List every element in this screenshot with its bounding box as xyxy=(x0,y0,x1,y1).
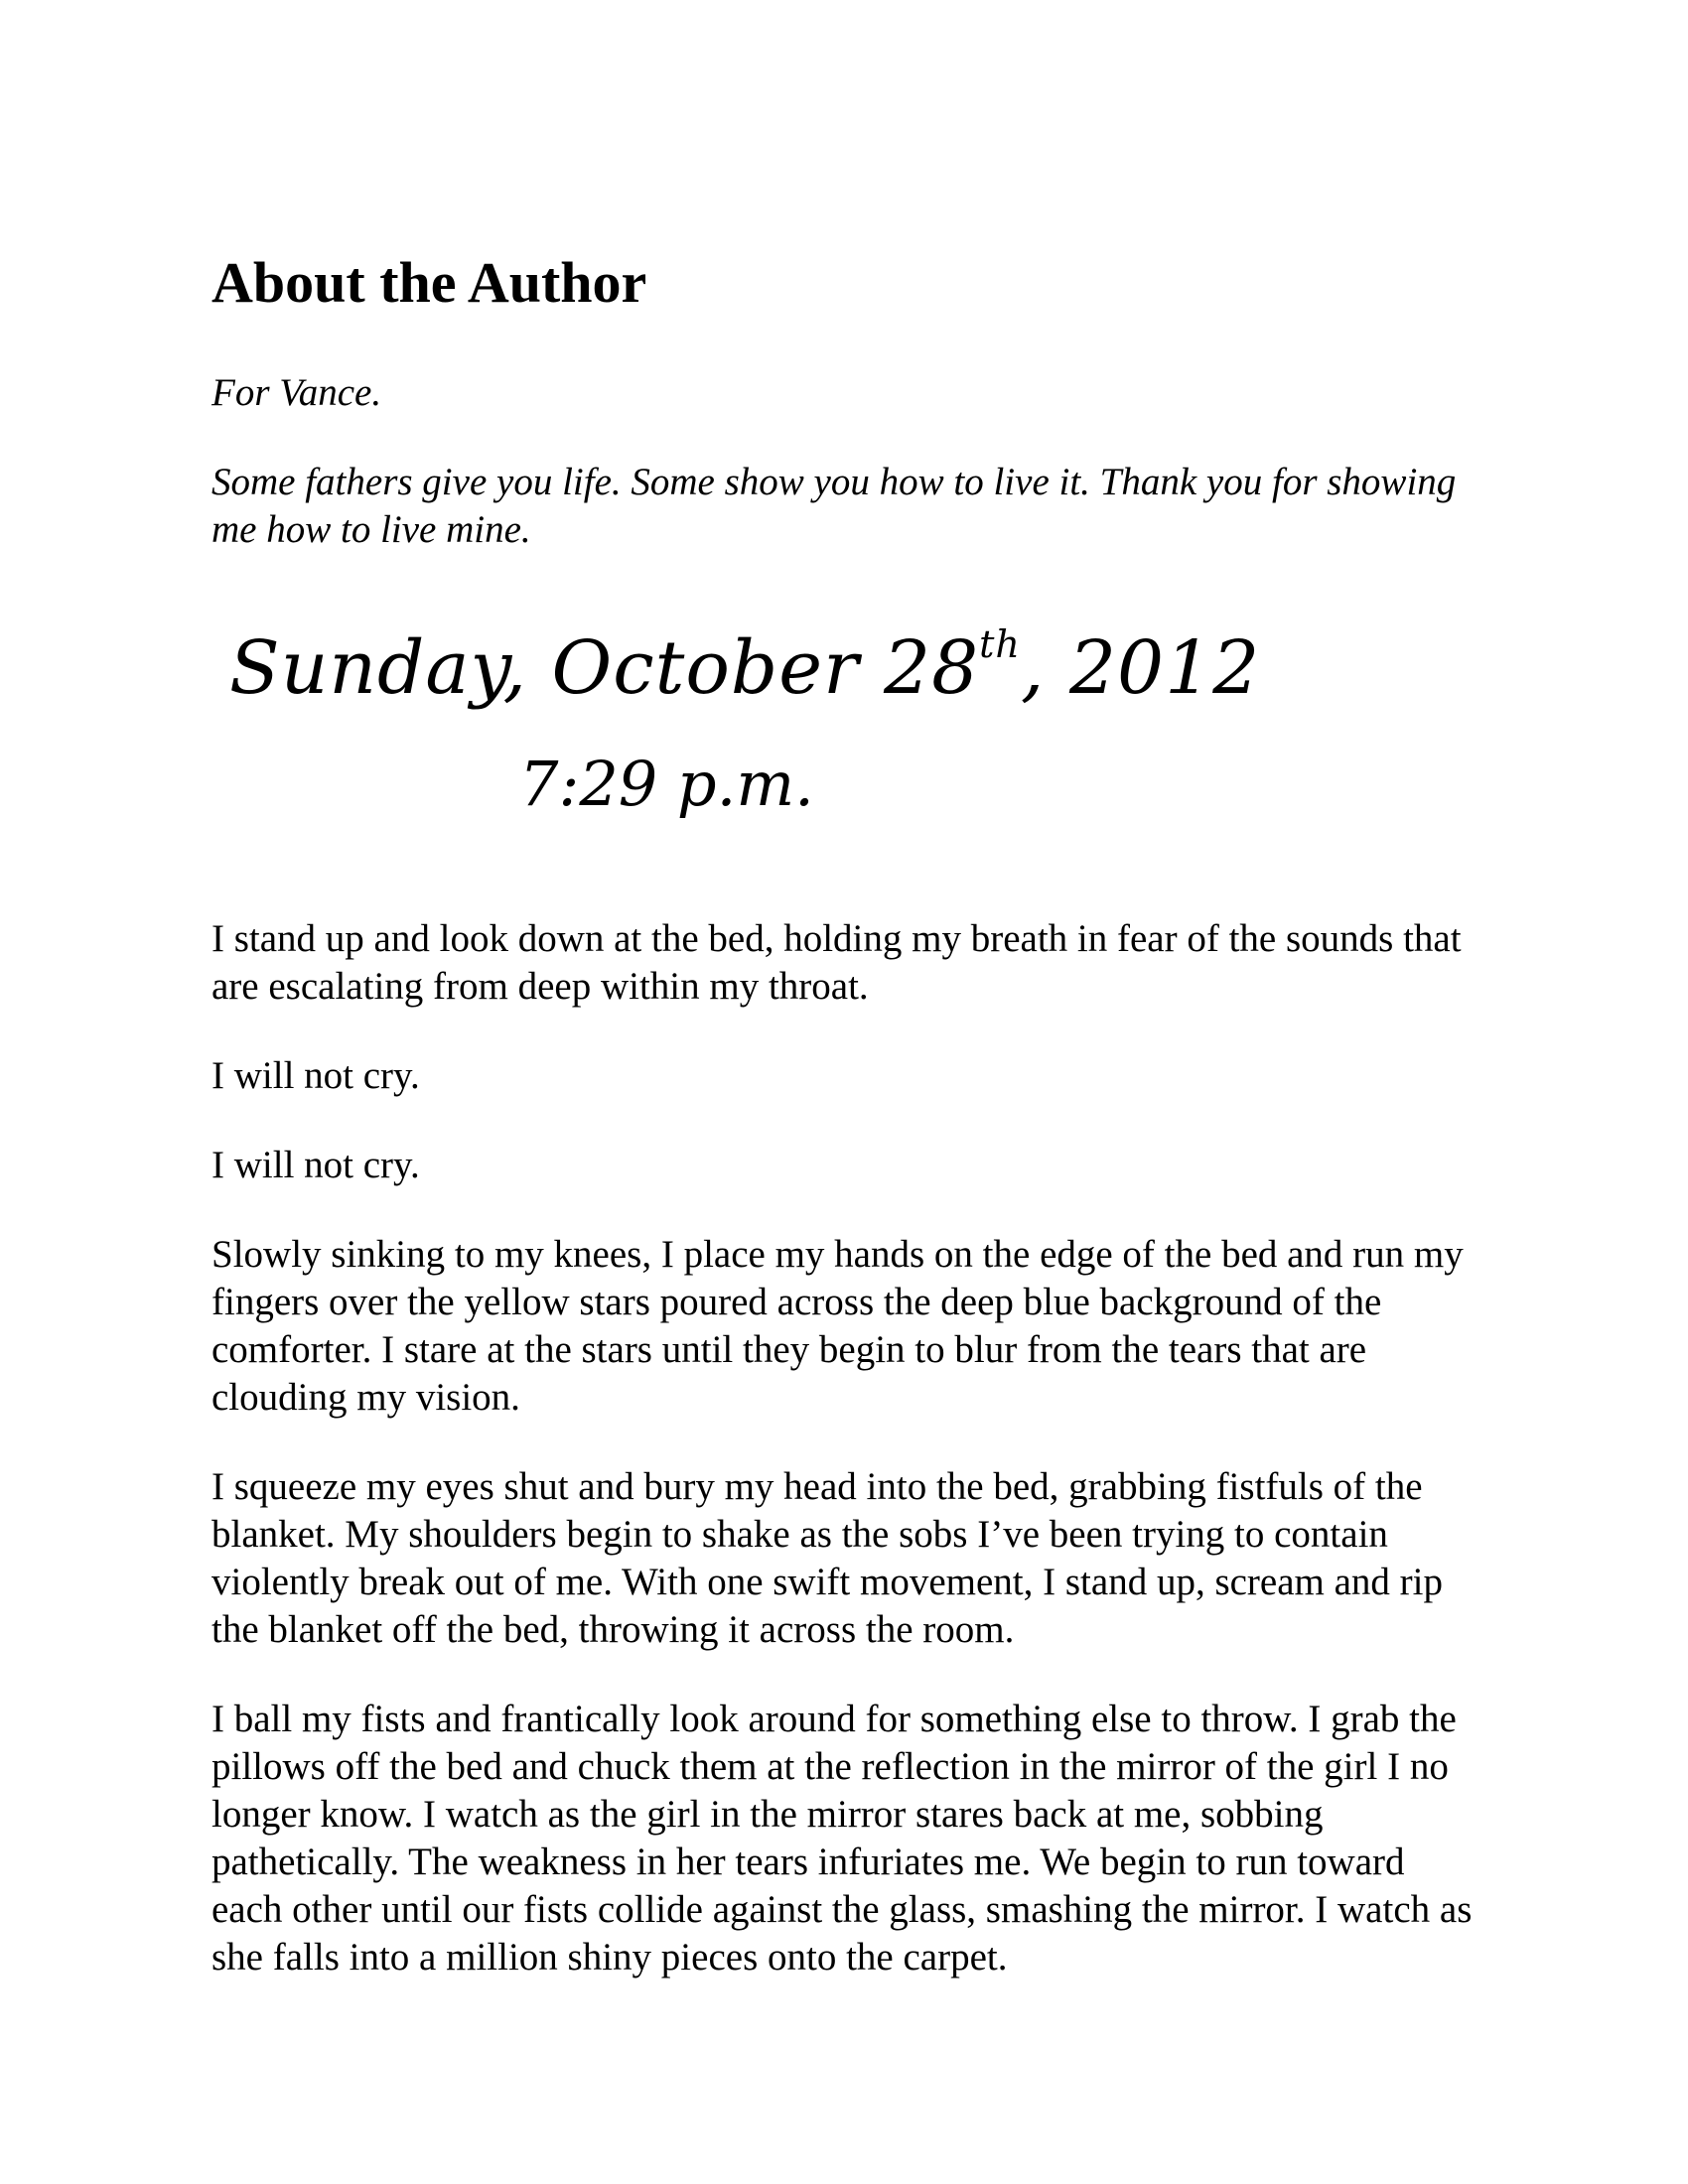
handwritten-date-main: Sunday, October 28 xyxy=(229,625,980,711)
paragraph: Slowly sinking to my knees, I place my hands on the edge of the bed and run my fingers over the yellow stars poured across the deep blue background of the comforter. I stare at the stars until they begin to blur from the tears that are clouding my vision. xyxy=(211,1233,1464,1419)
dedication-message: Some fathers give you life. Some show you how to live it. Thank you for showing me how to live mine. xyxy=(211,461,1457,551)
paragraph: I ball my fists and frantically look around for something else to throw. I grab the pillows off the bed and chuck them at the reflection in the mirror of the girl I no longer know. I watch as the girl in the mirror stares back at me, sobbing pathetically. The weakness in her tears infuriates me. We begin to run toward each other until our fists collide against the glass, smashing the mirror. I watch as she falls into a million shiny pieces onto the carpet. xyxy=(211,1698,1473,1979)
page-title: About the Author xyxy=(211,250,647,315)
handwritten-time: 7:29 p.m. xyxy=(519,748,814,820)
dedication xyxy=(211,369,1482,554)
paragraph: I will not cry. xyxy=(211,1054,420,1097)
paragraph: I will not cry. xyxy=(211,1144,420,1186)
document-page xyxy=(211,248,1482,2023)
handwritten-date xyxy=(229,600,1260,713)
handwritten-date-ordinal: th xyxy=(979,622,1021,666)
handwritten-date-year: , 2012 xyxy=(1020,625,1261,711)
body-text xyxy=(211,915,1482,1981)
handwritten-timestamp xyxy=(211,596,1482,864)
dedication-line: For Vance. xyxy=(211,371,382,414)
paragraph: I stand up and look down at the bed, holding my breath in fear of the sounds that are escalating from deep within my throat. xyxy=(211,917,1462,1008)
paragraph: I squeeze my eyes shut and bury my head into the bed, grabbing fistfuls of the blanket. My shoulders begin to shake as the sobs I’ve been trying to contain violently break out of me. With one swift movement, I stand up, scream and rip the blanket off the bed, throwing it across the room. xyxy=(211,1465,1444,1651)
